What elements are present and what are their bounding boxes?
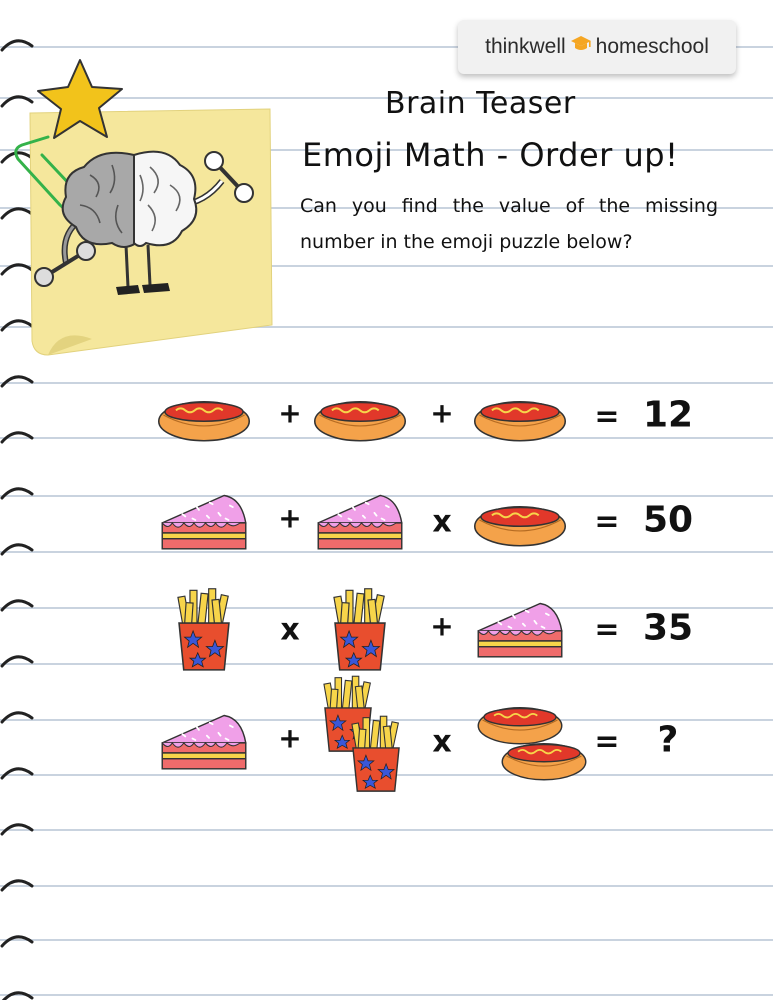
cake-slice-icon [478,604,562,657]
spiral-binding-icon [2,41,32,50]
brand-logo [458,20,736,74]
equation-row [162,496,693,549]
page-title: Brain Teaser [385,86,576,121]
brand-name-right: homeschool [595,35,709,58]
spiral-binding-icon [2,937,32,946]
plus-operator: + [430,396,454,430]
cake-slice-icon [318,496,402,549]
equation-result: 35 [642,607,694,649]
plus-operator: + [278,396,302,430]
spiral-binding-icon [2,993,32,1000]
equation-row [162,676,678,791]
equation-result: 12 [642,394,694,436]
page-subtitle: Emoji Math - Order up! [302,136,679,174]
unknown-result: ? [657,719,679,761]
equation-result: 50 [642,499,694,541]
equals-sign: = [594,724,620,760]
equals-sign: = [594,399,620,435]
multiply-operator: x [280,612,300,648]
hotdog-icon [502,744,586,780]
multiply-operator: x [432,504,452,540]
fries-icon [178,589,229,670]
graduation-cap-icon [570,34,592,60]
hotdog-icon [475,507,565,546]
equation-row [178,589,693,670]
emoji-puzzle [0,360,773,820]
puzzle-question: Can you find the value of the missing number in the emoji puzzle below? [300,195,718,253]
brand-name-left: thinkwell [485,35,566,58]
hotdog-icon [315,402,405,441]
hotdog-icon [159,402,249,441]
multiply-operator: x [432,724,452,760]
plus-operator: + [430,609,454,643]
sticky-note-illustration [0,55,290,375]
equals-sign: = [594,612,620,648]
cake-slice-icon [162,716,246,769]
plus-operator: + [278,721,302,755]
fries-icon [352,716,399,791]
cake-slice-icon [162,496,246,549]
hotdog-icon [478,708,562,744]
fries-icon [334,589,385,670]
equation-row [159,395,693,441]
plus-operator: + [278,501,302,535]
hotdog-icon [475,402,565,441]
equals-sign: = [594,504,620,540]
